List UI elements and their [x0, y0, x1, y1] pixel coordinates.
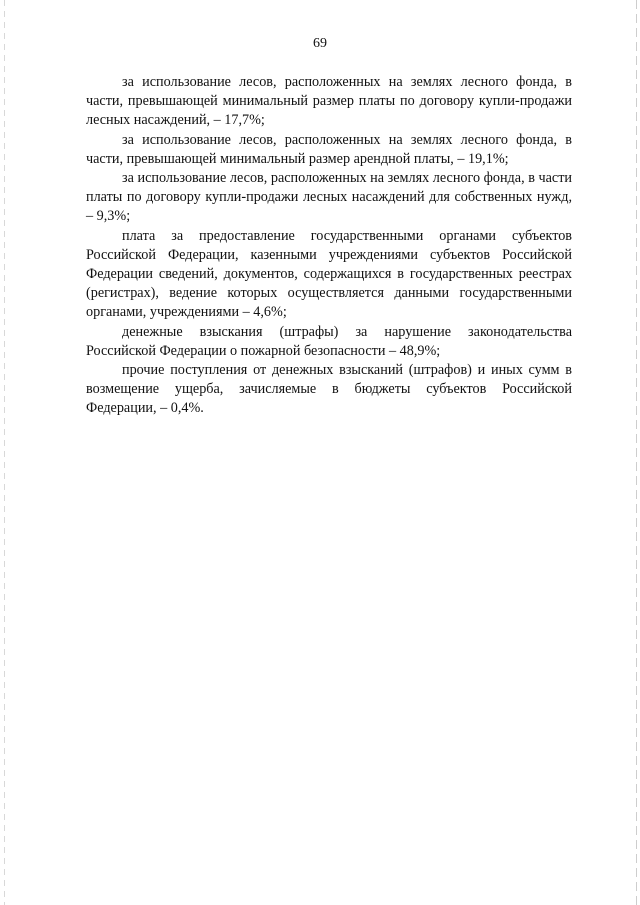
paragraph-forest-use-rent: за использование лесов, расположенных на землях лесного фонда, в части, превышающей минимальный размер арендной платы, – 19,1%; [86, 131, 572, 167]
paragraph-forest-use-own-needs: за использование лесов, расположенных на землях лесного фонда, в части платы по договору купли-продажи лесных насаждений для собственных нужд, – 9,3%; [86, 170, 572, 225]
paragraph-fire-safety-fines: денежные взыскания (штрафы) за нарушение законодательства Российской Федерации о пожарной безопасности – 48,9%; [86, 323, 572, 359]
scan-edge-right [636, 0, 637, 905]
paragraph-information-fee: плата за предоставление государственными органами субъектов Российской Федерации, казенными учреждениями субъектов Российской Федерации сведений, документов, содержащихся в государственных реестрах (регистрах), ведение которых осуществляется данными государственными органами, учреждениями – 4,6%; [86, 227, 572, 321]
paragraph-other-fines: прочие поступления от денежных взысканий (штрафов) и иных сумм в возмещение ущерба, зачисляемые в бюджеты субъектов Российской Федерации, – 0,4%. [86, 362, 572, 417]
document-body [86, 73, 572, 419]
scan-edge-left [4, 0, 5, 905]
paragraph-forest-use-sale-contract: за использование лесов, расположенных на землях лесного фонда, в части, превышающей минимальный размер платы по договору купли-продажи лесных насаждений, – 17,7%; [86, 74, 572, 129]
page-number: 69 [313, 36, 327, 51]
